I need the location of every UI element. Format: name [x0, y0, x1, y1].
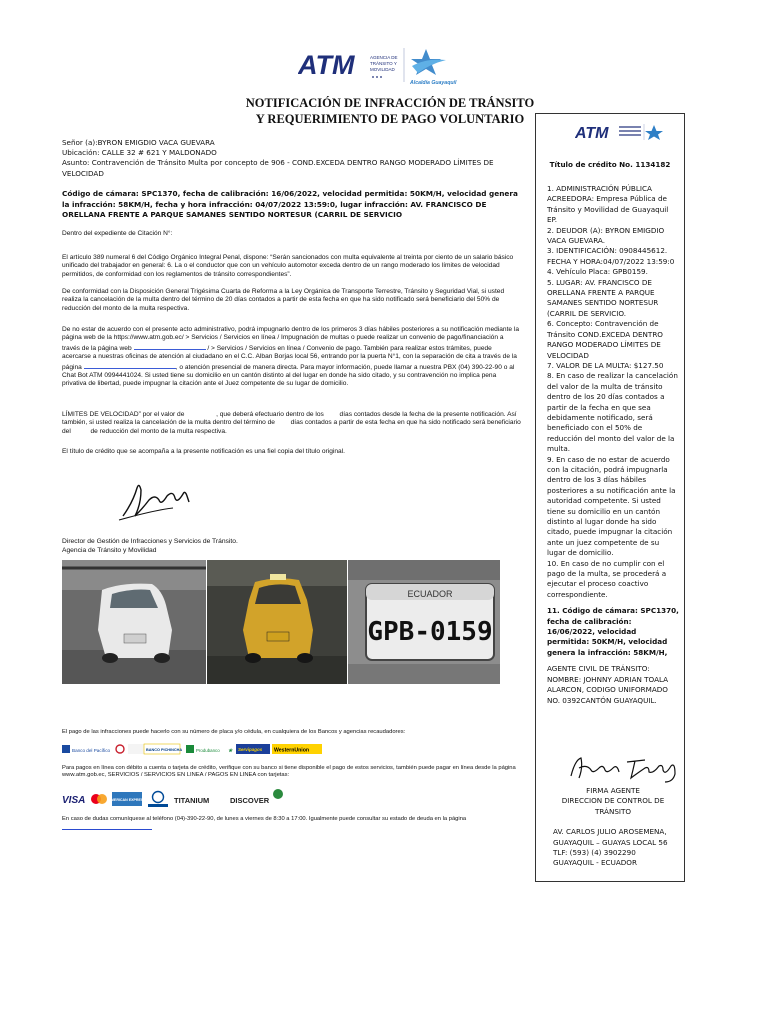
limits-part-2: , que deberá efectuario dentro de los: [216, 411, 324, 418]
panel-phone: TLF: (593) (4) 3902290: [553, 848, 636, 858]
star-icon: [411, 49, 446, 75]
limits-part-5: de reducción del monto de la multa respectiva.: [90, 427, 227, 435]
paragraph-discount: De conformidad con la Disposición General Trigésima Cuarta de Reforma a la Ley Orgánica de Transporte Terrestre, Tránsito y Seguridad Vial, si usted realiza la cancelación de la multa dentro del término de 20 días contados a partir de esta fecha en que ha sido notificado será beneficiario del 50% de reducción del monto de la multa respectiva.: [62, 288, 505, 312]
card-visa: VISA: [62, 795, 86, 806]
bank-pichincha: BANCO PICHINCHA: [146, 748, 183, 752]
blank-link[interactable]: [134, 343, 206, 350]
debt-link[interactable]: [62, 829, 152, 830]
agency-line-2: TRÁNSITO Y: [370, 61, 397, 66]
camera-details: Código de cámara: SPC1370, fecha de calibración: 16/06/2022, velocidad permitida: 50KM/H, velocidad genera la infracción: 58KM/H, fecha y hora infracción: 04/07/2022 13:59:0, lugar infracción: AV. FRANCISCO DE ORELLANA FRENTE A PARQUE SAMANES SENTIDO NORTESUR (CARRIL DE SERVICIO: [62, 189, 518, 219]
agency-line-3: MOVILIDAD: [370, 67, 395, 72]
appeal-part-3: , o atención presencial de manera directa. Para mayor información, puede llamar a nuestra PBX (04) 390-22-90 o al Chat Bot ATM 0994441024. Si usted tiene su domicilio en un cantón distinto al del lugar en donde ha sido citado, y su contravención no implica pena privativa de libertad, puede impugnar la citación ante el Juez competente de su lugar de domicilio.: [62, 363, 515, 388]
agency-line-1: AGENCIA DE: [370, 55, 398, 60]
panel-item-6: 6. Concepto: Contravención de Tránsito COND.EXCEDA DENTRO RANGO MODERADO LÍMITES DE VELOCIDAD: [547, 319, 663, 360]
limits-part-1: LÍMITES DE VELOCIDAD” por el valor de: [62, 411, 185, 418]
recipient-name: Señor (a):BYRON EMIGDIO VACA GUEVARA: [62, 138, 215, 147]
panel-item-11: 11. Código de cámara: SPC1370, fecha de calibración: 16/06/2022, velocidad permitida: 50KM/H, velocidad genera la infracción: 58KM/H,: [547, 606, 679, 657]
atm-logo: [298, 46, 458, 88]
payment-online-text: Para pagos en línea con débito a cuenta o tarjeta de crédito, verifique con su banco si tiene disponible el pago de estos servicios, también puede pagar en línea desde la página www.atm.gob.ec, SERVICIOS / SERVICIOS EN LINEA / PAGOS EN LINEA con tarjetas:: [62, 765, 516, 779]
photo-license-plate: [348, 560, 500, 684]
signature-label: FIRMA AGENTE: [586, 786, 640, 795]
citation-line: Dentro del expediente de Citación N°:: [62, 230, 173, 237]
recipient-block: [62, 138, 522, 179]
bank-produbanco: Produbanco: [196, 748, 220, 753]
panel-item-3: 3. IDENTIFICACIÓN: 0908445612. FECHA Y HORA:04/07/2022 13:59:0: [547, 246, 675, 266]
panel-city: GUAYAQUIL - ECUADOR: [553, 858, 637, 868]
bank-western-union: WesternUnion: [274, 747, 310, 754]
photo-car-yellow: [207, 560, 347, 684]
panel-item-8: 8. En caso de realizar la cancelación del valor de la multa de tránsito dentro de los 20 días contados a partir de la fecha en que sea debidamente notificado, será beneficiado con el 50% de reducción del monto del valor de la multa.: [547, 371, 678, 454]
limits-part-3: días contados desde la fecha de la presente notificación. Así también, si usted realiza la cancelación de la multa dentro del término de: [62, 411, 517, 427]
panel-atm-wordmark: ATM: [575, 125, 609, 142]
atm-wordmark: ATM: [298, 50, 355, 80]
bank-seal-icon: [273, 789, 283, 799]
panel-item-2: 2. DEUDOR (A): BYRON EMIGDIO VACA GUEVARA.: [547, 225, 665, 246]
appeal-part-1: De no estar de acuerdo con el presente acto administrativo, podrá impugnarlo dentro de los primeros 3 días hábiles posteriores a su notificación mediante la página web de la https://www.atm.gob.ec/ > Servicios / Servicios en línea / Impugnación de multas o puede realizar un convenio de pago/financiación a través de la página web: [62, 326, 520, 352]
panel-item-5: 5. LUGAR: AV. FRANCISCO DE ORELLANA FRENTE A PARQUE SAMANES SENTIDO NORTESUR (CARRIL DE SERVICIO.: [547, 277, 659, 318]
agent-signature: [565, 752, 690, 784]
credit-title-items: [547, 184, 679, 706]
director-line-2: Agencia de Tránsito y Movilidad: [62, 546, 157, 554]
panel-item-1: 1. ADMINISTRACIÓN PÚBLICA ACREEDORA: Empresa Pública de Tránsito y Movilidad de Guayaquil EP.: [547, 184, 669, 225]
limits-part-4: días contados a partir de esta fecha en que ha sido notificado será beneficiario del: [62, 419, 521, 435]
paragraph-legal-article: El artículo 389 numeral 6 del Código Orgánico Integral Penal, dispone: “Serán sancionados con multa equivalente al treinta por ciento de un salario básico unificado del trabajador en general: 6. La o el conductor que con un vehículo automotor exceda dentro de un rango moderado los límites de velocidad permitidos, de conformidad con los reglamentos de tránsito correspondientes”.: [62, 254, 514, 278]
director-line-1: Director de Gestión de Infracciones y Servicios de Tránsito.: [62, 538, 238, 545]
photo-car-white: [62, 560, 206, 684]
title-line-1: NOTIFICACIÓN DE INFRACCIÓN DE TRÁNSITO: [245, 96, 535, 110]
bank-servipagos: Servipagos: [238, 747, 263, 752]
appeal-part-2: / > Servicios / Servicios en línea / Convenio de pago. También para realizar estos trámites, puede acercarse a nuestras oficinas de atención al ciudadano en el C.C. Alban Borjas local 56, entrando por la puerta N°1, con la separación de cita a través de la página: [62, 344, 517, 371]
card-logos: [62, 787, 302, 811]
mastercard-icon: [91, 794, 107, 804]
panel-atm-logo: [575, 122, 665, 142]
panel-address: AV. CARLOS JULIO AROSEMENA, GUAYAQUIL – GUAYAS LOCAL 56: [553, 827, 668, 847]
paragraph-speed-limits: [62, 411, 522, 436]
payment-banks-text: El pago de las infracciones puede hacerlo con su número de placa y/o cédula, en cualquiera de los Bancos y agencias recaudadores:: [62, 729, 406, 735]
credit-title-number: Título de crédito No. 1134182: [549, 160, 671, 169]
panel-item-9: 9. En caso de no estar de acuerdo con la citación, podrá impugnarla dentro de los 3 días hábiles posteriores a su notificación ante la autoridad competente. Si usted tiene su domicilio en un cantón distinto al lugar donde ha sido citado, puede impugnar la citación ante un juez competente de su lugar de domicilio.: [547, 454, 676, 558]
title-line-2: Y REQUERIMIENTO DE PAGO VOLUNTARIO: [255, 112, 525, 126]
recipient-location: Ubicación: CALLE 32 # 621 Y MALDONADO: [62, 148, 217, 158]
panel-item-7: 7. VALOR DE LA MULTA: $127.50: [547, 360, 664, 370]
bank-logos: [62, 742, 342, 756]
plate-country: ECUADOR: [407, 589, 453, 599]
subject: Asunto: Contravención de Tránsito Multa por concepto de 906 - COND.EXCEDA DENTRO RANGO MODERADO LÍMITES DE VELOCIDAD: [62, 158, 494, 178]
paragraph-credit-copy: El título de crédito que se acompaña a la presente notificación es una fiel copia del título original.: [62, 448, 345, 455]
panel-footer: [547, 786, 679, 869]
city-brand: Alcaldía Guayaquil: [410, 80, 457, 86]
director-title: [62, 538, 362, 555]
payment-help-text: En caso de dudas comuníquese al teléfono (04)-390-22-90, de lunes a viernes de 8:30 a 17:00. Igualmente puede consultar su estado de deuda en la página: [62, 816, 467, 822]
page-title: [200, 95, 580, 127]
panel-item-10: 10. En caso de no cumplir con el pago de la multa, se procederá a ejecutar el proceso coactivo correspondiente.: [547, 558, 667, 599]
signature-department: DIRECCION DE CONTROL DE TRÁNSITO: [561, 796, 665, 816]
star-icon: ★: [228, 748, 233, 754]
star-icon: [645, 125, 663, 140]
card-discover: DISCOVER: [230, 796, 270, 805]
diners-club-icon: [148, 792, 168, 808]
blank-link[interactable]: [84, 362, 176, 369]
bank-pacifico: Banco del Pacífico: [72, 748, 111, 753]
card-amex: AMERICAN EXPRESS: [108, 798, 146, 802]
card-titanium: TITANIUM: [174, 796, 210, 805]
panel-item-4: 4. Vehículo Placa: GPB0159.: [547, 267, 648, 277]
paragraph-appeal: [62, 326, 522, 389]
director-signature: [115, 480, 225, 525]
panel-agent: AGENTE CIVIL DE TRÁNSITO: NOMBRE: JOHNNY ADRIAN TOALA ALARCON, CODIGO UNIFORMADO NO. 0392CANTÓN GUAYAQUIL.: [547, 664, 669, 705]
plate-number: GPB-0159: [367, 617, 493, 647]
